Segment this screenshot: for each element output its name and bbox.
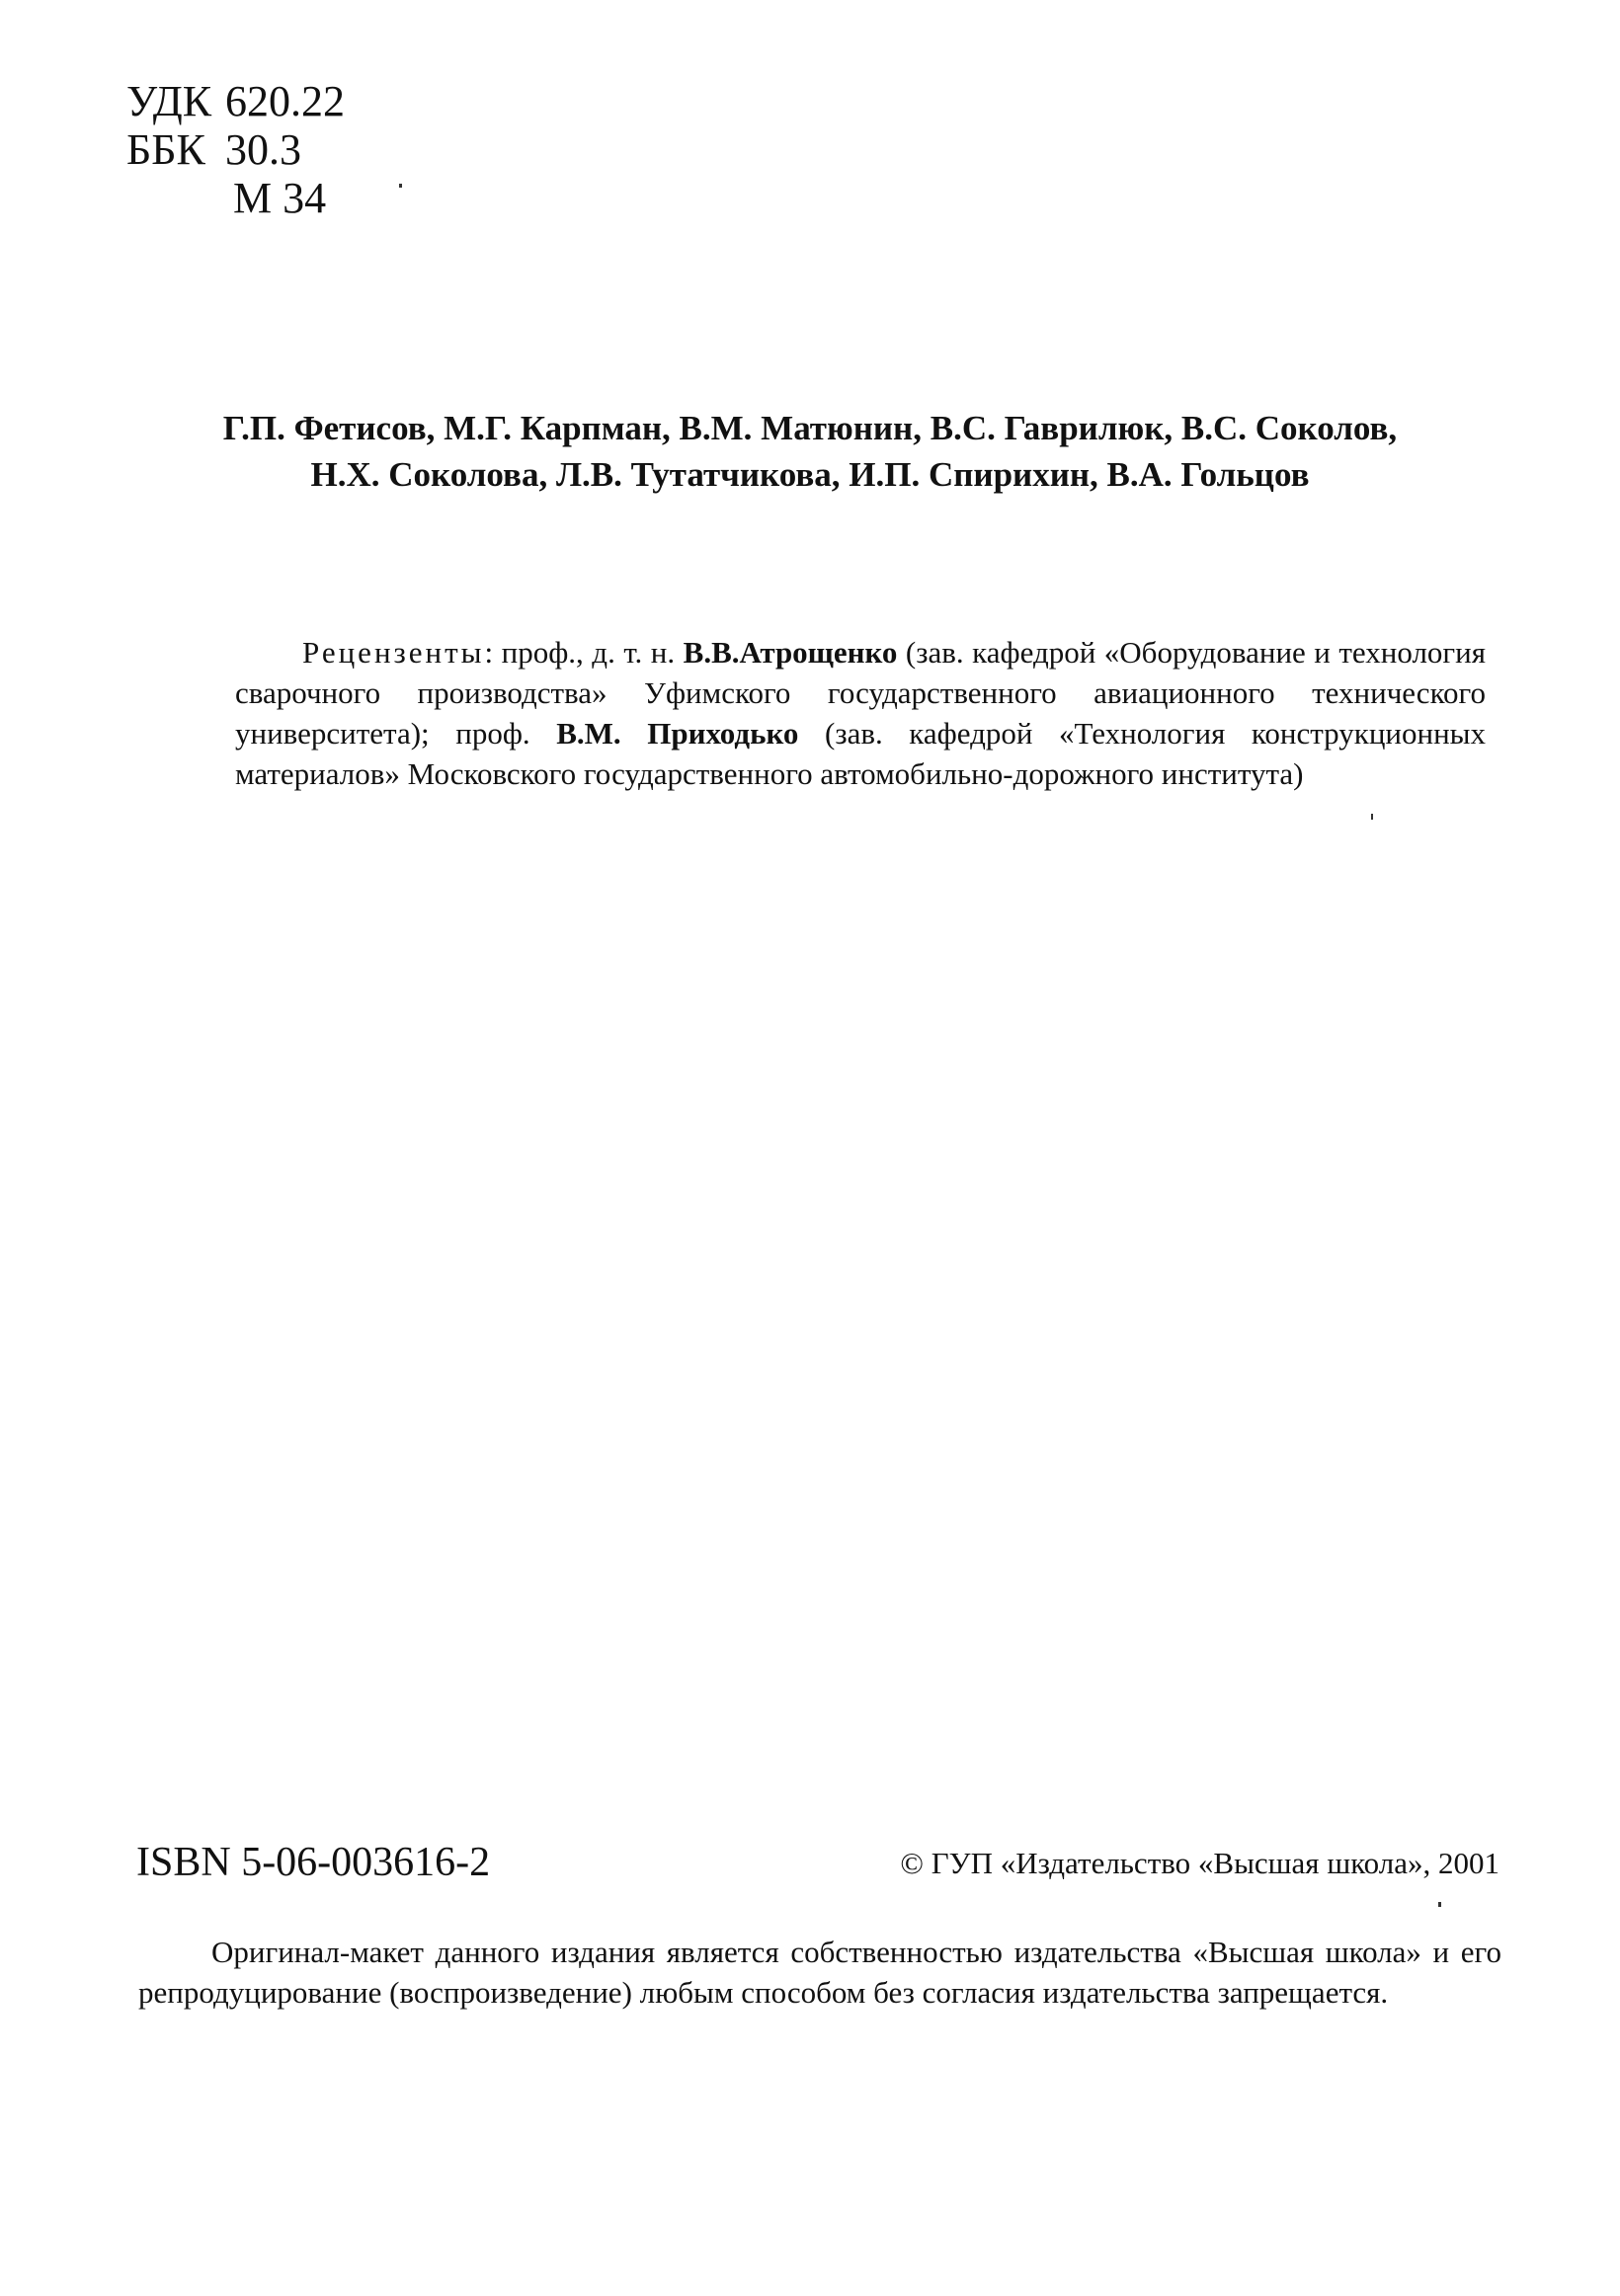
reviewers-text-2: (зав. кафедрой «Оборудование и технология сварочного производства» Уфимского государственного авиационного технического университета); проф.	[235, 635, 1486, 751]
reviewers-paragraph	[235, 632, 1486, 794]
author-mark: М 34	[233, 174, 327, 222]
reviewers-text-3: (зав. кафедрой «Технология конструкционных материалов» Московского государственного автомобильно-дорожного института)	[235, 716, 1487, 791]
author-mark-row	[126, 174, 345, 222]
udk-row	[126, 77, 345, 125]
reviewer-name-2: В.М. Приходько	[556, 716, 799, 751]
bbk-row	[126, 125, 345, 174]
reviewers-label: Рецензенты	[302, 635, 485, 670]
bbk-value: 30.3	[225, 125, 301, 174]
udk-label: УДК	[126, 77, 212, 125]
authors-block	[168, 405, 1452, 498]
bbk-label: ББК	[126, 125, 205, 174]
isbn: ISBN 5-06-003616-2	[136, 1840, 491, 1885]
classification-block	[126, 77, 345, 222]
udk-value: 620.22	[225, 77, 345, 125]
scan-speck	[1438, 1902, 1441, 1907]
authors-line-1: Г.П. Фетисов, М.Г. Карпман, В.М. Матюнин, В.С. Гаврилюк, В.С. Соколов,	[222, 409, 1398, 447]
reviewer-name-1: В.В.Атрощенко	[683, 635, 898, 670]
reviewers-text-1: : проф., д. т. н.	[484, 635, 684, 670]
authors-line-2: Н.Х. Соколова, Л.В. Тутатчикова, И.П. Спирихин, В.А. Гольцов	[310, 455, 1310, 494]
scan-speck	[399, 184, 402, 188]
scan-speck	[1371, 814, 1373, 820]
copyright-line: © ГУП «Издательство «Высшая школа», 2001	[900, 1846, 1499, 1880]
rights-notice: Оригинал-макет данного издания является собственностью издательства «Высшая школа» и его репродуцирование (воспроизведение) любым способом без согласия издательства запрещается.	[138, 1935, 1501, 2010]
